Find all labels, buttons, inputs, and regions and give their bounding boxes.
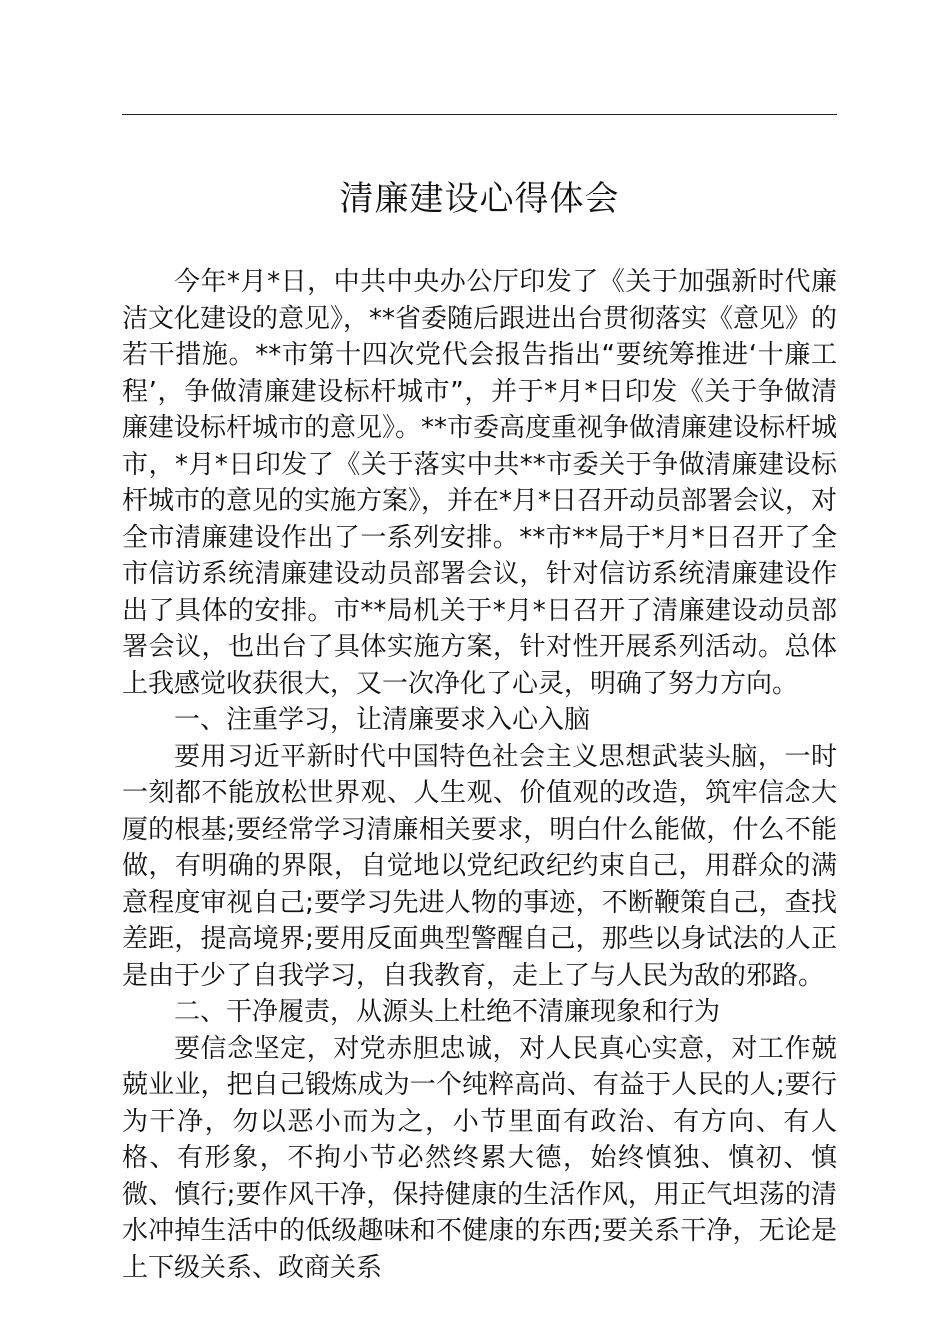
section-1-paragraph: 要用习近平新时代中国特色社会主义思想武装头脑，一时一刻都不能放松世界观、人生观、价值观的改造，筑牢信念大厦的根基;要经常学习清廉相关要求，明白什么能做，什么不能做，有明确的界限，自觉地以党纪政纪约束自己，用群众的满意程度审视自己;要学习先进人物的事迹，不断鞭策自己，查找差距，提高境界;要用反面典型警醒自己，那些以身试法的人正是由于少了自我学习，自我教育，走上了与人民为敌的邪路。 [122,741,837,991]
section-heading-1: 一、注重学习，让清廉要求入心入脑 [174,705,591,735]
section-2-paragraph: 要信念坚定，对党赤胆忠诚，对人民真心实意，对工作兢兢业业，把自己锻炼成为一个纯粹高尚、有益于人民的人;要行为干净，勿以恶小而为之，小节里面有政治、有方向、有人格、有形象，不拘小节必然终累大德，始终慎独、慎初、慎微、慎行;要作风干净，保持健康的生活作风，用正气坦荡的清水冲掉生活中的低级趣味和不健康的东西;要关系干净，无论是上下级关系、政商关系 [122,1033,837,1283]
document-title: 清廉建设心得体会 [339,179,620,219]
section-heading-2: 二、干净履责，从源头上杜绝不清廉现象和行为 [174,997,721,1027]
document-body [122,264,837,1286]
header-rule [122,114,837,115]
intro-paragraph: 今年*月*日，中共中央办公厅印发了《关于加强新时代廉洁文化建设的意见》，**省委随后跟进出台贯彻落实《意见》的若干措施。**市第十四次党代会报告指出“要统筹推进‘十廉工程’，争做清廉建设标杆城市”，并于*月*日印发《关于争做清廉建设标杆城市的意见》。**市委高度重视争做清廉建设标杆城市，*月*日印发了《关于落实中共**市委关于争做清廉建设标杆城市的意见的实施方案》，并在*月*日召开动员部署会议，对全市清廉建设作出了一系列安排。**市**局于*月*日召开了全市信访系统清廉建设动员部署会议，针对信访系统清廉建设作出了具体的安排。市**局机关于*月*日召开了清廉建设动员部署会议，也出台了具体实施方案，针对性开展系列活动。总体上我感觉收获很大，又一次净化了心灵，明确了努力方向。 [122,267,838,699]
